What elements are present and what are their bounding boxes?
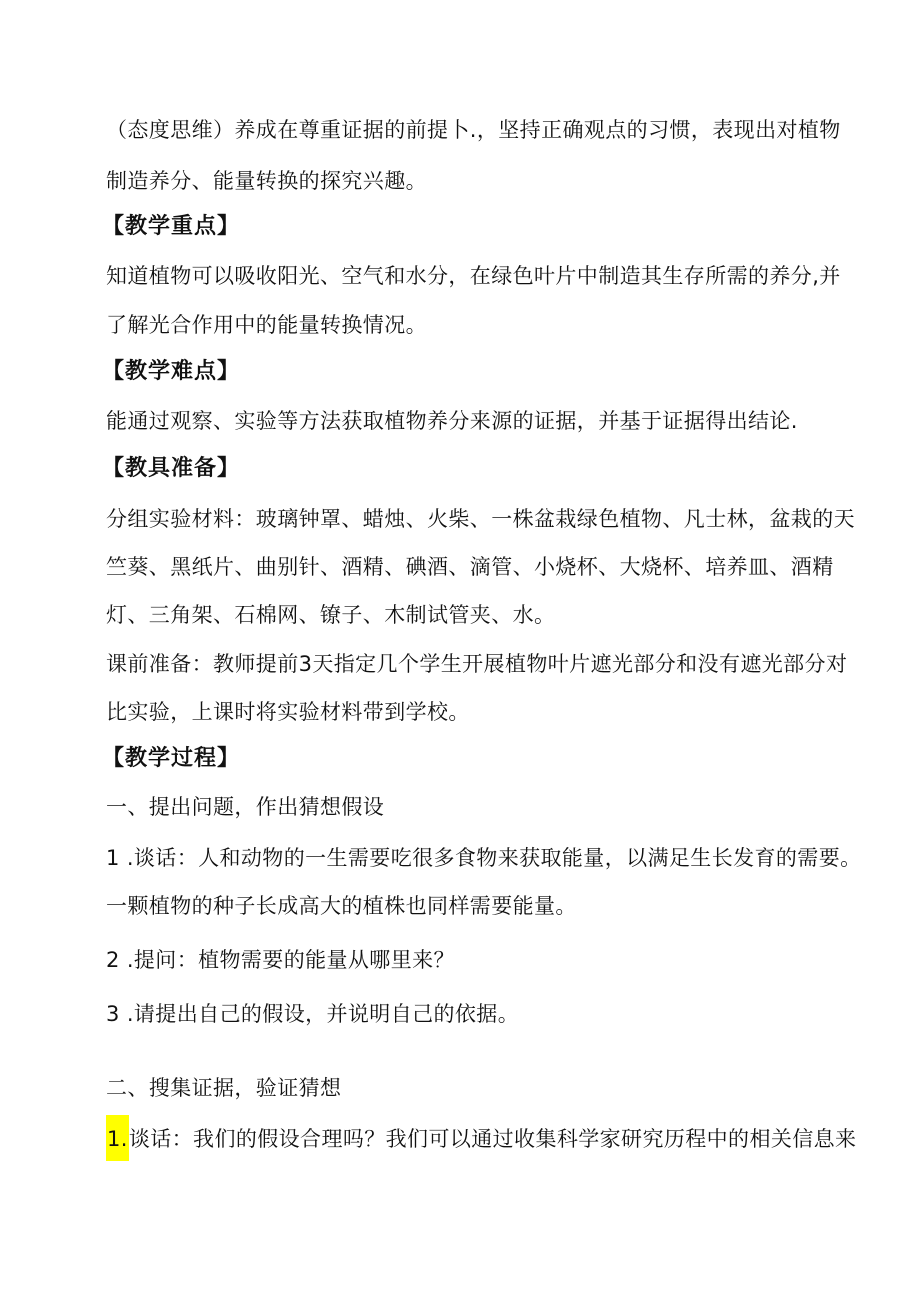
paragraph-line: 灯、三角架、石棉网、镣子、木制试管夹、水。 xyxy=(106,603,556,627)
paragraph-line xyxy=(106,1124,856,1154)
paragraph-line: 知道植物可以吸收阳光、空气和水分，在绿色叶片中制造其生存所需的养分,并 xyxy=(106,264,841,288)
section-heading-materials: 【教具准备】 xyxy=(102,456,241,481)
paragraph-line: 比实验，上课时将实验材料带到学校。 xyxy=(106,700,470,724)
section-heading-difficulties: 【教学难点】 xyxy=(102,359,241,384)
paragraph-line: 一颗植物的种子长成高大的植株也同样需要能量。 xyxy=(106,894,577,918)
subsection-heading: 二、搜集证据，验证猜想 xyxy=(106,1076,342,1100)
paragraph-line: 能通过观察、实验等方法获取植物养分来源的证据，并基于证据得出结论. xyxy=(106,409,798,433)
section-heading-key-points: 【教学重点】 xyxy=(102,214,241,239)
subsection-heading: 一、提出问题，作出猜想假设 xyxy=(106,795,385,819)
paragraph-line: 1 .谈话：人和动物的一生需要吃很多食物来获取能量，以满足生长发育的需要。 xyxy=(106,846,862,870)
highlighted-number: 1. xyxy=(106,1115,129,1161)
paragraph-text: 谈话：我们的假设合理吗？我们可以通过收集科学家研究历程中的相关信息来 xyxy=(128,1127,857,1151)
section-heading-process: 【教学过程】 xyxy=(102,746,241,771)
paragraph-line: 课前准备：教师提前3天指定几个学生开展植物叶片遮光部分和没有遮光部分对 xyxy=(106,652,848,676)
paragraph-line: 2 .提问：植物需要的能量从哪里来？ xyxy=(106,948,455,972)
paragraph-line: 3 .请提出自己的假设，并说明自己的依据。 xyxy=(106,1002,520,1026)
paragraph-line: 竺葵、黑纸片、曲别针、酒精、碘酒、滴管、小烧杯、大烧杯、培养皿、酒精 xyxy=(106,555,834,579)
paragraph-line: 分组实验材料：玻璃钟罩、蜡烛、火柴、一株盆栽绿色植物、凡士林，盆栽的天 xyxy=(106,507,855,531)
paragraph-line: （态度思维）养成在尊重证据的前提卜.，坚持正确观点的习惯，表现出对植物 xyxy=(106,118,841,142)
paragraph-line: 制造养分、能量转换的探究兴趣。 xyxy=(106,169,427,193)
paragraph-line: 了解光合作用中的能量转换情况。 xyxy=(106,313,427,337)
